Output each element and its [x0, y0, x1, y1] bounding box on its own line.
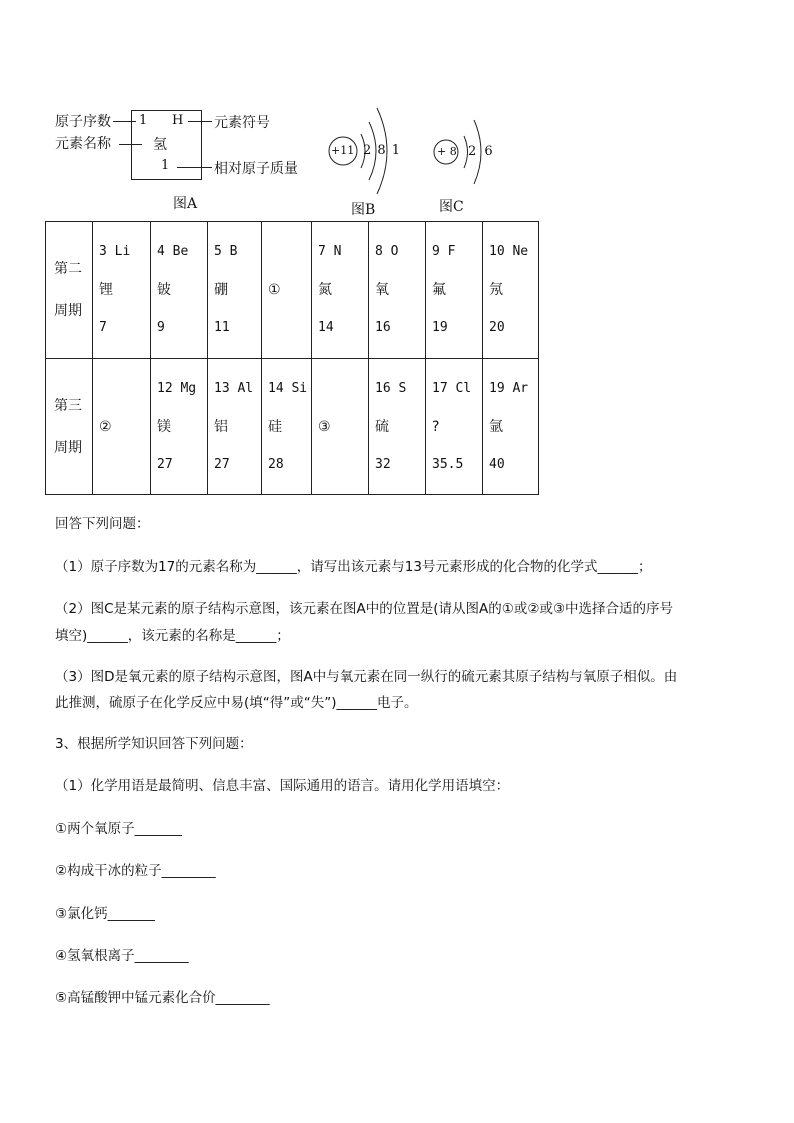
card-mass: 1: [161, 158, 170, 173]
element-cell: 17 Cl ? 35.5: [426, 359, 483, 495]
fill-item-3: ③氯化钙_______: [55, 906, 155, 922]
row-header-period-3: 第三 周期: [46, 359, 93, 495]
label-atomic-number: 原子序数: [55, 114, 111, 130]
fill-item-2: ②构成干冰的粒子________: [55, 863, 216, 879]
label-element-name: 元素名称: [55, 136, 111, 152]
table-row-period-2: [46, 222, 539, 359]
question-2-line-2: 填空)______，该元素的名称是______；: [55, 628, 290, 644]
card-symbol: H: [172, 113, 184, 128]
nucleus-c: + 8: [437, 145, 457, 158]
question-3-line-2: 此推测，硫原子在化学反应中易(填“得”或“失”)______电子。: [55, 695, 418, 711]
figure-c-caption: 图C: [439, 199, 464, 215]
table-row-period-3: [46, 359, 539, 495]
element-cell: 16 S 硫 32: [369, 359, 426, 495]
nucleus-b: +11: [331, 144, 355, 157]
periodic-table: [45, 221, 539, 495]
fill-item-5: ⑤高锰酸钾中锰元素化合价________: [55, 990, 270, 1006]
section-3-question-1: （1）化学用语是最简明、信息丰富、国际通用的语言。请用化学用语填空：: [55, 778, 510, 794]
element-cell: 9 F 氟 19: [426, 222, 483, 359]
element-cell: 5 B 硼 11: [208, 222, 262, 359]
element-cell: 19 Ar 氩 40: [483, 359, 539, 495]
element-cell: 4 Be 铍 9: [151, 222, 208, 359]
card-name: 氢: [153, 137, 167, 153]
figure-b-caption: 图B: [351, 202, 376, 218]
element-cell: 10 Ne 氖 20: [483, 222, 539, 359]
row-header-period-2: 第二 周期: [46, 222, 93, 359]
element-cell-blank-3: ③: [312, 359, 369, 495]
figure-a-caption: 图A: [173, 196, 198, 212]
element-cell: 7 N 氮 14: [312, 222, 369, 359]
fill-item-1: ①两个氧原子_______: [55, 821, 182, 837]
element-cell: 8 O 氧 16: [369, 222, 426, 359]
card-number: 1: [139, 113, 148, 128]
element-cell-blank-2: ②: [93, 359, 151, 495]
questions-intro: 回答下列问题：: [55, 516, 150, 532]
shells-c: 2 6: [468, 144, 495, 159]
question-3-line-1: （3）图D是氧元素的原子结构示意图，图A中与氧元素在同一纵行的硫元素其原子结构与氧原子相似。由: [55, 669, 678, 685]
label-mass: 相对原子质量: [214, 161, 298, 177]
label-symbol: 元素符号: [214, 115, 270, 131]
fill-item-4: ④氢氧根离子________: [55, 948, 189, 964]
shells-b: 2 8 1: [363, 143, 402, 158]
element-cell: 12 Mg 镁 27: [151, 359, 208, 495]
section-3-title: 3、根据所学知识回答下列问题：: [55, 736, 253, 752]
element-cell: 13 Al 铝 27: [208, 359, 262, 495]
element-cell-blank-1: ①: [262, 222, 312, 359]
element-cell: 3 Li 锂 7: [93, 222, 151, 359]
element-cell: 14 Si 硅 28: [262, 359, 312, 495]
question-2-line-1: （2）图C是某元素的原子结构示意图，该元素在图A中的位置是(请从图A的①或②或③中选择合适的序号: [55, 601, 674, 617]
question-1: （1）原子序数为17的元素名称为______，请写出该元素与13号元素形成的化合物的化学式______；: [55, 559, 652, 575]
